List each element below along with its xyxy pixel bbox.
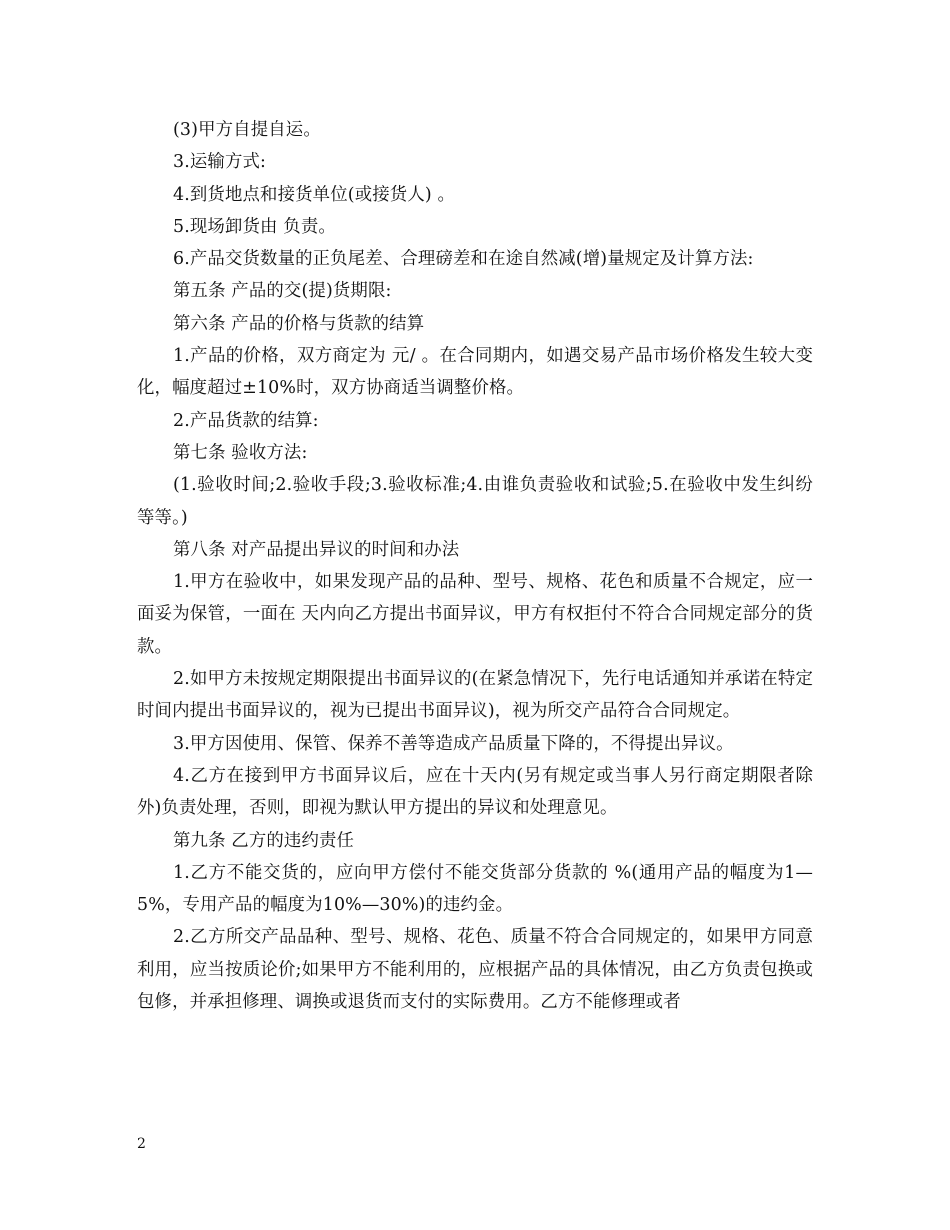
- paragraph-4: 5.现场卸货由 负责。: [173, 216, 336, 237]
- document-body: [137, 114, 813, 1018]
- paragraph-objection-4: 4.乙方在接到甲方书面异议后，应在十天内(另有规定或当事人另行商定期限者除外)负责处理，否则，即视为默认甲方提出的异议和处理意见。: [137, 765, 813, 819]
- paragraph-objection-2: 2.如甲方未按规定期限提出书面异议的(在紧急情况下，先行电话通知并承诺在特定时间内提出书面异议的，视为已提出书面异议)，视为所交产品符合合同规定。: [137, 669, 813, 722]
- paragraph-2: 3.运输方式:: [173, 152, 267, 173]
- section-heading-8: 第八条 对产品提出异议的时间和办法: [173, 539, 460, 560]
- paragraph-3: 4.到货地点和接货单位(或接货人) 。: [173, 184, 456, 205]
- paragraph-inspection-items: (1.验收时间;2.验收手段;3.验收标准;4.由谁负责验收和试验;5.在验收中发生纠纷等等。): [137, 475, 813, 528]
- paragraph-objection-3: 3.甲方因使用、保管、保养不善等造成产品质量下降的，不得提出异议。: [173, 733, 734, 754]
- paragraph-5: 6.产品交货数量的正负尾差、合理磅差和在途自然减(增)量规定及计算方法:: [173, 249, 754, 270]
- section-heading-7: 第七条 验收方法:: [173, 442, 308, 463]
- section-heading-5: 第五条 产品的交(提)货期限:: [173, 281, 392, 302]
- paragraph-1: (3)甲方自提自运。: [173, 120, 321, 140]
- section-heading-6: 第六条 产品的价格与货款的结算: [173, 313, 425, 334]
- paragraph-objection-1: 1.甲方在验收中，如果发现产品的品种、型号、规格、花色和质量不合规定，应一面妥为保管，一面在 天内向乙方提出书面异议，甲方有权拒付不符合合同规定部分的货款。: [137, 572, 813, 657]
- paragraph-liability-1: 1.乙方不能交货的，应向甲方偿付不能交货部分货款的 %(通用产品的幅度为1—5%，专用产品的幅度为10%—30%)的违约金。: [137, 862, 813, 916]
- paragraph-liability-2: 2.乙方所交产品品种、型号、规格、花色、质量不符合合同规定的，如果甲方同意利用，应当按质论价;如果甲方不能利用的，应根据产品的具体情况，由乙方负责包换或包修，并承担修理、调换或退货而支付的实际费用。乙方不能修理或者: [137, 927, 813, 1013]
- section-heading-9: 第九条 乙方的违约责任: [173, 830, 355, 851]
- paragraph-settlement: 2.产品货款的结算:: [173, 410, 319, 431]
- paragraph-price: 1.产品的价格，双方商定为 元/ 。在合同期内，如遇交易产品市场价格发生较大变化，幅度超过±10%时，双方协商适当调整价格。: [137, 346, 813, 399]
- page-number: 2: [137, 1136, 146, 1152]
